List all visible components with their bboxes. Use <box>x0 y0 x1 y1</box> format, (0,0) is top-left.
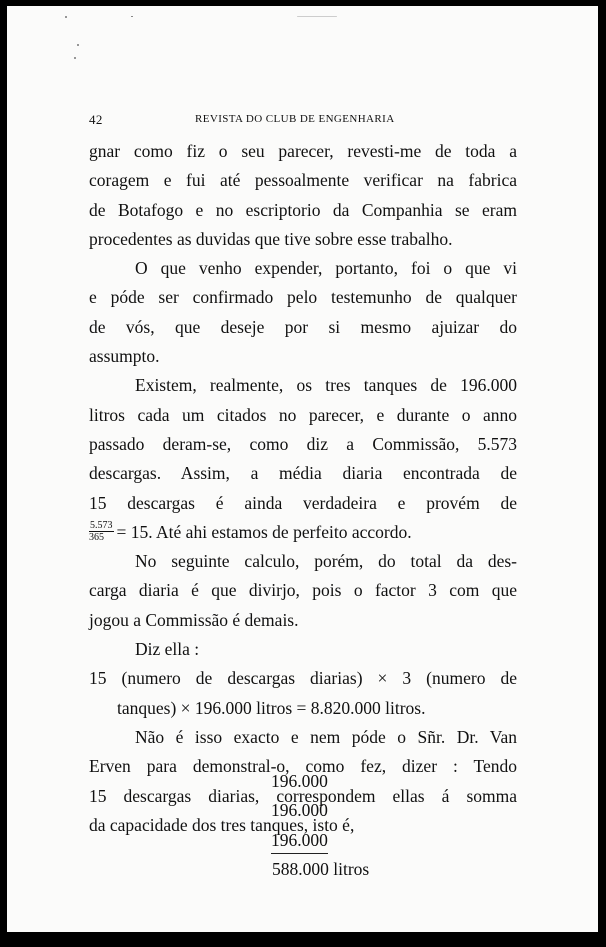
body-text <box>89 137 517 840</box>
sum-total: 588.000 litros <box>272 858 370 879</box>
ink-speck <box>77 44 79 46</box>
text-line: No seguinte calculo, porém, do total da des- <box>135 551 517 572</box>
text-line: e póde ser confirmado pelo testemunho de qualquer <box>89 287 517 308</box>
text-line: litros cada um citados no parecer, e durante o anno <box>89 404 517 425</box>
text-line: descargas. Assim, a média diaria encontrada de <box>89 463 517 484</box>
text-line: coragem e fui até pessoalmente verificar na fabrica <box>89 170 517 191</box>
text-line: carga diaria é que divirjo, pois o factor 3 com que <box>89 580 517 601</box>
sum-row-underlined: 196.000 <box>271 828 328 854</box>
text-line: da capacidade dos tres tanques, isto é, <box>89 814 355 835</box>
text-line: Erven para demonstral-o, como fez, dizer : Tendo <box>89 756 517 777</box>
text-line: assumpto. <box>89 346 160 367</box>
journal-title: REVISTA DO CLUB DE ENGENHARIA <box>195 113 395 125</box>
ink-speck <box>74 57 76 59</box>
fraction-result: = 15. Até ahi estamos de perfeito accordo. <box>116 521 412 542</box>
text-line: Não é isso exacto e nem póde o Sñr. Dr. Van <box>135 726 517 747</box>
text-line: O que venho expender, portanto, foi o que vi <box>135 258 517 279</box>
ink-speck <box>65 16 67 18</box>
text-line: passado deram-se, como diz a Commissão, 5.573 <box>89 433 517 454</box>
running-header <box>89 112 519 128</box>
sum-table <box>271 767 369 884</box>
sum-row <box>271 826 369 855</box>
fraction-numerator: 5.573 <box>90 520 113 532</box>
text-line: Diz ella : <box>135 639 200 660</box>
text-line: de Botafogo e no escriptorio da Companhia se eram <box>89 199 517 220</box>
ink-speck <box>131 16 133 17</box>
fraction-denominator: 365 <box>89 532 104 544</box>
sum-row: 196.000 <box>271 771 328 791</box>
sum-row: 196.000 <box>271 800 328 821</box>
fraction <box>89 520 114 543</box>
text-line: 15 descargas diarias, correspondem ellas á somma <box>89 785 517 806</box>
page-number: 42 <box>89 112 103 127</box>
ink-speck <box>297 16 337 17</box>
formula-line: tanques) × 196.000 litros = 8.820.000 litros. <box>117 697 426 718</box>
text-line: Existem, realmente, os tres tanques de 196.000 <box>135 375 517 396</box>
fraction-line <box>89 518 517 547</box>
formula-line: 15 (numero de descargas diarias) × 3 (numero de <box>89 668 517 689</box>
text-line: jogou a Commissão é demais. <box>89 609 299 630</box>
text-line: de vós, que deseje por si mesmo ajuizar do <box>89 316 517 337</box>
text-line: gnar como fiz o seu parecer, revesti-me de toda a <box>89 141 517 161</box>
text-line: 15 descargas é ainda verdadeira e provém de <box>89 492 517 513</box>
text-line: procedentes as duvidas que tive sobre esse trabalho. <box>89 228 453 249</box>
